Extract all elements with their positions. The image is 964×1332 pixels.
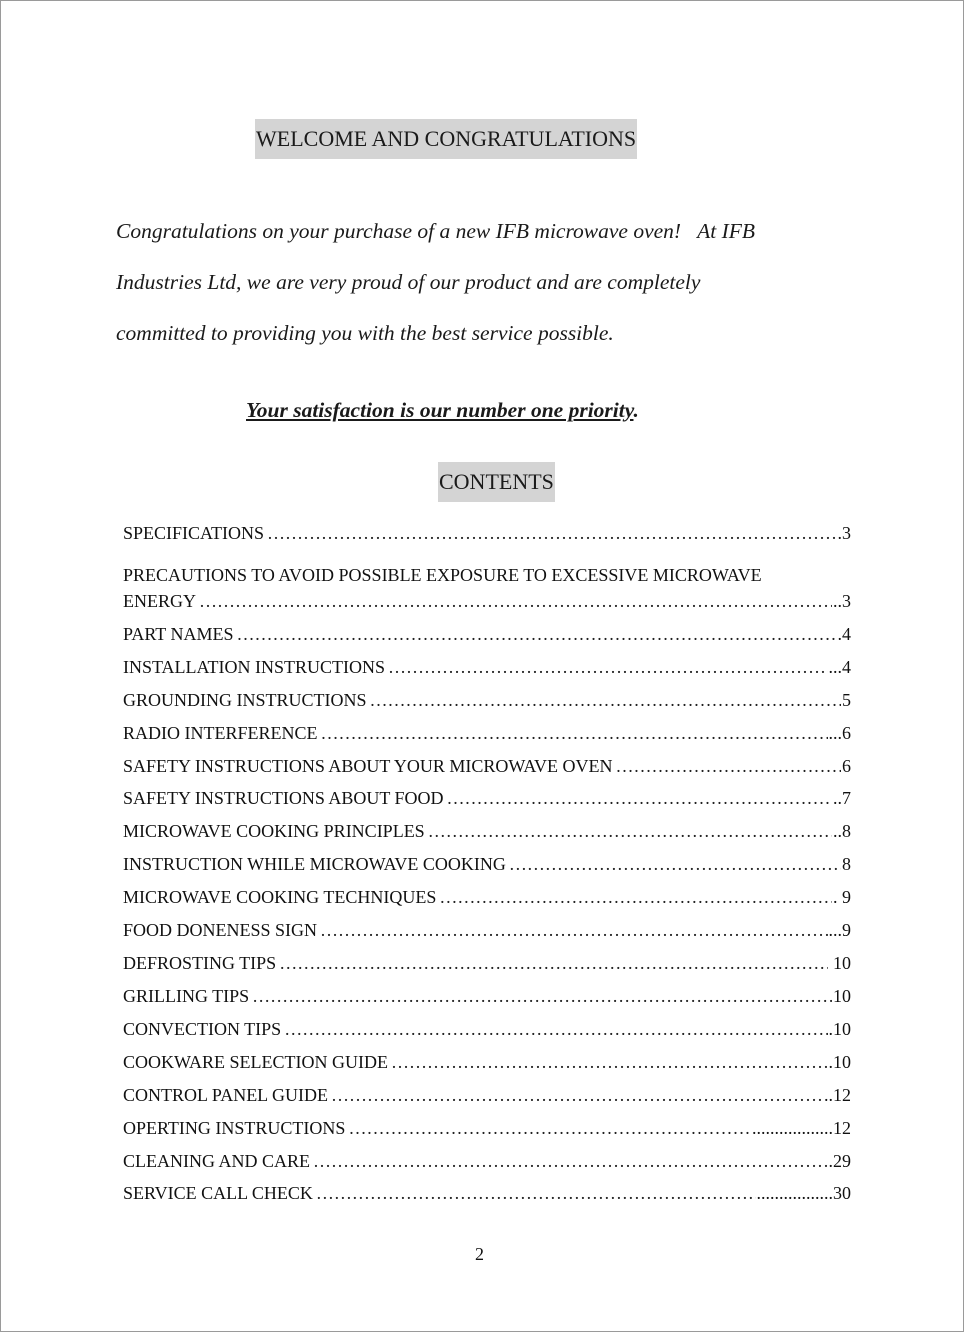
toc-entry-title: SPECIFICATIONS <box>123 523 265 543</box>
toc-leader-dots <box>388 656 827 678</box>
toc-entry-page: ..................12 <box>752 1118 851 1138</box>
toc-leader-dots <box>331 1084 823 1106</box>
toc-entry-page: .10 <box>828 1019 851 1039</box>
page-number: 2 <box>475 1244 484 1264</box>
toc-entry-title: COOKWARE SELECTION GUIDE <box>123 1052 388 1072</box>
toc-entry-title: FOOD DONENESS SIGN <box>123 920 318 940</box>
toc-entry-page: 10 <box>828 953 851 973</box>
toc-entry <box>123 952 851 974</box>
toc-entry-title: DEFROSTING TIPS <box>123 953 277 973</box>
toc-leader-dots <box>279 952 827 974</box>
toc-entry-page: ..7 <box>833 788 851 808</box>
toc-entry-title: INSTRUCTION WHILE MICROWAVE COOKING <box>123 854 506 874</box>
toc-leader-dots <box>428 820 832 842</box>
toc-entry-page: . 9 <box>833 887 851 907</box>
toc-entry <box>123 787 851 809</box>
toc-entry-title: MICROWAVE COOKING TECHNIQUES <box>123 887 437 907</box>
toc-leader-dots <box>252 985 832 1007</box>
toc-leader-dots <box>348 1117 751 1139</box>
toc-entry <box>123 1117 851 1139</box>
toc-entry <box>123 919 851 941</box>
toc-entry-title: RADIO INTERFERENCE <box>123 723 318 743</box>
toc-entry-page: .3 <box>837 523 851 543</box>
toc-leader-dots <box>267 522 836 544</box>
toc-entry <box>123 1051 851 1073</box>
toc-entry-title: MICROWAVE COOKING PRINCIPLES <box>123 821 425 841</box>
toc-entry-title: SAFETY INSTRUCTIONS ABOUT FOOD <box>123 788 444 808</box>
toc-entry-page: .10 <box>828 1052 851 1072</box>
toc-entry <box>123 722 851 744</box>
toc-entry-page: ...9 <box>828 920 851 940</box>
toc-entry <box>123 755 851 777</box>
intro-paragraph-line-2: Industries Ltd, we are very proud of our product and are completely <box>116 270 701 294</box>
toc-leader-dots <box>391 1051 828 1073</box>
toc-entry-page: 8 <box>842 854 851 874</box>
toc-entry-title: CONTROL PANEL GUIDE <box>123 1085 328 1105</box>
toc-entry-title: SAFETY INSTRUCTIONS ABOUT YOUR MICROWAVE OVEN <box>123 756 613 776</box>
toc-entry <box>123 1150 851 1172</box>
toc-entry <box>123 820 851 842</box>
toc-entry-page: .................30 <box>756 1183 851 1203</box>
toc-leader-dots <box>313 1150 828 1172</box>
toc-leader-dots <box>447 787 832 809</box>
intro-paragraph-line-3: committed to providing you with the best service possible. <box>116 321 614 345</box>
toc-entry-title: INSTALLATION INSTRUCTIONS <box>123 657 386 677</box>
toc-entry-page: 10 <box>833 986 851 1006</box>
welcome-heading: WELCOME AND CONGRATULATIONS <box>255 119 637 159</box>
toc-entry <box>123 623 851 645</box>
toc-leader-dots <box>616 755 841 777</box>
toc-leader-dots <box>321 722 828 744</box>
toc-entry <box>123 1182 851 1204</box>
toc-entry-title: ENERGY <box>123 591 196 611</box>
intro-paragraph-line-1 <box>116 219 836 244</box>
priority-period: . <box>633 398 639 422</box>
toc-leader-dots <box>370 689 841 711</box>
toc-leader-dots <box>316 1182 756 1204</box>
toc-entry-page: 5 <box>842 690 851 710</box>
toc-entry-page: 6 <box>842 756 851 776</box>
toc-leader-dots <box>284 1018 827 1040</box>
priority-statement <box>246 398 639 423</box>
toc-entry-title: GROUNDING INSTRUCTIONS <box>123 690 367 710</box>
toc-leader-dots <box>320 919 827 941</box>
toc-entry <box>123 1018 851 1040</box>
toc-leader-dots <box>236 623 836 645</box>
toc-entry-page: ..8 <box>833 821 851 841</box>
toc-entry-page: ..3 <box>833 591 851 611</box>
toc-entry-title: SERVICE CALL CHECK <box>123 1183 313 1203</box>
contents-heading: CONTENTS <box>438 462 555 502</box>
toc-entry <box>123 1084 851 1106</box>
intro-line1-text-end: At IFB <box>697 219 756 243</box>
toc-entry-page: ...4 <box>828 657 851 677</box>
toc-entry-page: ...6 <box>828 723 851 743</box>
toc-entry-title: CLEANING AND CARE <box>123 1151 310 1171</box>
toc-entry-title-line-1: PRECAUTIONS TO AVOID POSSIBLE EXPOSURE TO EXCESSIVE MICROWAVE <box>123 565 762 585</box>
toc-entry <box>123 985 851 1007</box>
toc-leader-dots <box>509 853 841 875</box>
toc-entry-page: .4 <box>837 624 851 644</box>
toc-leader-dots <box>439 886 832 908</box>
toc-entry-page: ..12 <box>824 1085 851 1105</box>
toc-entry <box>123 656 851 678</box>
intro-line1-text: Congratulations on your purchase of a new IFB microwave oven! <box>116 219 682 243</box>
toc-entry-title: GRILLING TIPS <box>123 986 250 1006</box>
toc-leader-dots <box>199 590 832 612</box>
toc-entry <box>123 886 851 908</box>
toc-entry <box>123 689 851 711</box>
toc-entry <box>123 853 851 875</box>
toc-entry-title: OPERTING INSTRUCTIONS <box>123 1118 346 1138</box>
toc-entry-title: PART NAMES <box>123 624 234 644</box>
toc-entry-title: CONVECTION TIPS <box>123 1019 282 1039</box>
toc-entry <box>123 590 851 612</box>
toc-entry <box>123 522 851 544</box>
priority-text: Your satisfaction is our number one priority <box>246 398 634 422</box>
toc-entry-page: .29 <box>828 1151 851 1171</box>
